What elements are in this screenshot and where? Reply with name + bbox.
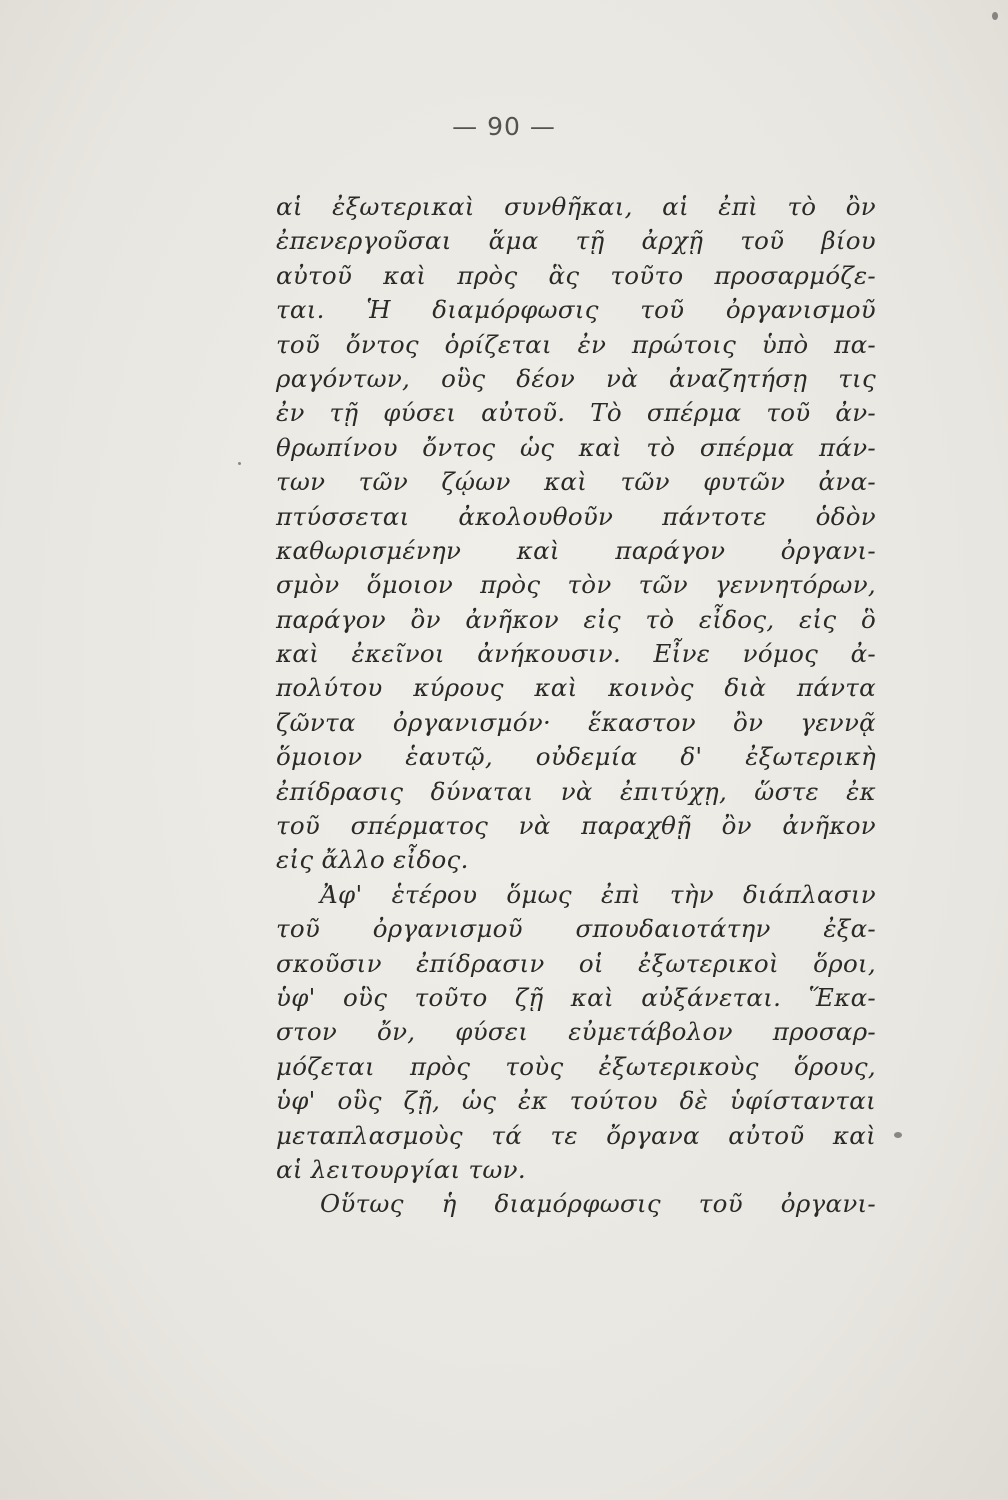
ink-speck xyxy=(238,462,241,465)
text-line: πτύσσεται ἀκολουθοῦν πάντοτε ὁδὸν xyxy=(276,501,876,531)
text-line: Ἀφ' ἑτέρου ὅμως ἐπὶ τὴν διάπλασιν xyxy=(320,879,876,909)
text-line: μεταπλασμοὺς τά τε ὄργανα αὐτοῦ καὶ xyxy=(276,1120,876,1150)
text-line: ὅμοιον ἑαυτῷ, οὐδεμία δ' ἐξωτερικὴ xyxy=(276,742,876,772)
text-line: πολύτου κύρους καὶ κοινὸς διὰ πάντα xyxy=(276,673,876,703)
ink-speck xyxy=(992,12,998,20)
text-line: ται. Ἡ διαμόρφωσις τοῦ ὀργανισμοῦ xyxy=(276,295,876,325)
text-line: ὑφ' οὓς τοῦτο ζῇ καὶ αὐξάνεται. Ἕκα- xyxy=(276,982,876,1012)
text-line: ἐν τῇ φύσει αὐτοῦ. Τὸ σπέρμα τοῦ ἀν- xyxy=(276,398,876,428)
text-line: καὶ ἐκεῖνοι ἀνήκουσιν. Εἶνε νόμος ἀ- xyxy=(276,639,876,669)
text-line: σμὸν ὅμοιον πρὸς τὸν τῶν γεννητόρων, xyxy=(276,570,876,600)
text-line: αἱ λειτουργίαι των. xyxy=(276,1154,526,1184)
text-line: τοῦ ὄντος ὁρίζεται ἐν πρώτοις ὑπὸ πα- xyxy=(276,329,876,359)
text-line: ζῶντα ὀργανισμόν· ἕκαστον ὂν γεννᾷ xyxy=(276,707,876,737)
text-line: ἐπενεργοῦσαι ἅμα τῇ ἀρχῇ τοῦ βίου xyxy=(276,226,876,256)
page-number: — 90 — xyxy=(452,112,556,141)
text-line: αὐτοῦ καὶ πρὸς ἃς τοῦτο προσαρμόζε- xyxy=(276,260,876,290)
text-line: καθωρισμένην καὶ παράγον ὀργανι- xyxy=(276,535,876,565)
text-line: παράγον ὂν ἀνῆκον εἰς τὸ εἶδος, εἰς ὃ xyxy=(276,604,876,634)
text-line: αἱ ἐξωτερικαὶ συνθῆκαι, αἱ ἐπὶ τὸ ὂν xyxy=(276,192,876,221)
body-text xyxy=(276,190,876,1222)
text-line: τοῦ σπέρματος νὰ παραχθῇ ὂν ἀνῆκον xyxy=(276,811,876,841)
text-line: σκοῦσιν ἐπίδρασιν οἱ ἐξωτερικοὶ ὅροι, xyxy=(276,948,876,978)
text-line: ραγόντων, οὓς δέον νὰ ἀναζητήσῃ τις xyxy=(276,363,876,393)
text-line: μόζεται πρὸς τοὺς ἐξωτερικοὺς ὅρους, xyxy=(276,1051,876,1081)
ink-speck xyxy=(894,1132,902,1138)
text-line: ἐπίδρασις δύναται νὰ ἐπιτύχῃ, ὥστε ἐκ xyxy=(276,776,876,806)
text-line: εἰς ἄλλο εἶδος. xyxy=(276,845,469,875)
text-line: ὑφ' οὓς ζῇ, ὡς ἐκ τούτου δὲ ὑφίστανται xyxy=(276,1086,876,1116)
text-line: στον ὄν, φύσει εὐμετάβολον προσαρ- xyxy=(276,1017,876,1047)
text-line: Οὕτως ἡ διαμόρφωσις τοῦ ὀργανι- xyxy=(320,1189,876,1219)
text-line: τοῦ ὀργανισμοῦ σπουδαιοτάτην ἐξα- xyxy=(276,914,876,944)
text-line: θρωπίνου ὄντος ὡς καὶ τὸ σπέρμα πάν- xyxy=(276,432,876,462)
text-line: των τῶν ζῴων καὶ τῶν φυτῶν ἀνα- xyxy=(276,467,876,497)
